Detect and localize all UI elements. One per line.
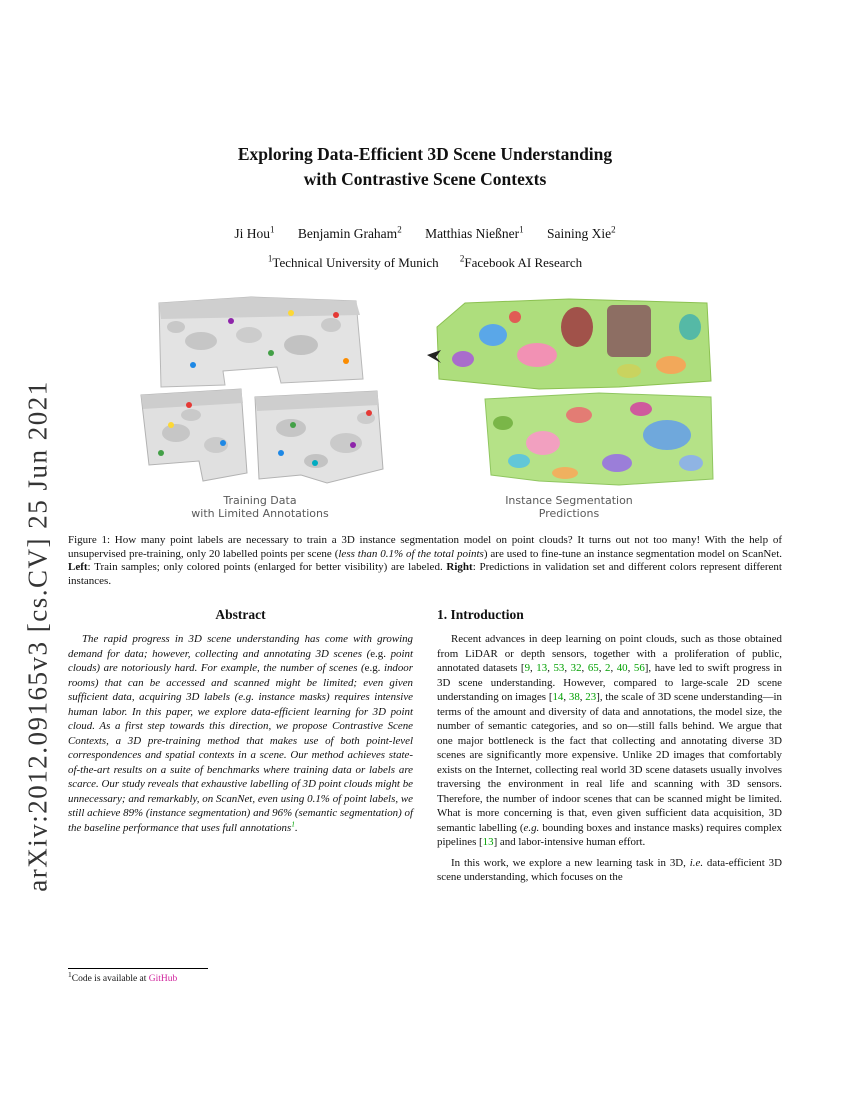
author (298, 226, 402, 241)
affiliation-name: Technical University of Munich (272, 254, 439, 270)
introduction-heading: 1. Introduction (437, 607, 524, 623)
affiliations-line (68, 254, 782, 271)
text-segment: , (563, 691, 569, 704)
figure1 (68, 293, 782, 521)
figure-right-label-line-2: Predictions (538, 507, 600, 521)
affiliation (268, 255, 439, 270)
citation-link[interactable]: 40 (616, 662, 628, 675)
author (547, 226, 616, 241)
footnote-marker[interactable]: 1 (291, 818, 295, 828)
text-segment: e.g. (523, 821, 540, 834)
author-affiliation-superscript: 1 (519, 224, 524, 234)
text-segment: , (598, 662, 605, 675)
author (425, 226, 524, 241)
text-segment: , (564, 662, 571, 675)
author-name: Benjamin Graham (297, 225, 398, 241)
affiliation-name: Facebook AI Research (464, 254, 583, 270)
citation-link[interactable]: 2 (604, 662, 611, 675)
text-segment: The rapid progress in 3D scene understanding has come with growing demand for data; however, collecting and annotating 3D scenes ( (68, 633, 413, 660)
footnote-number: 1 (68, 969, 72, 979)
introduction-paragraph-1 (437, 632, 782, 850)
figure1-left-column (131, 293, 389, 521)
text-segment: Right (446, 561, 473, 574)
author (234, 226, 274, 241)
text-segment: , (530, 662, 537, 675)
affiliation (460, 255, 582, 270)
text-segment: : Train samples; only colored points (enlarged for better visibility) are labeled. (87, 561, 447, 574)
abstract-heading: Abstract (215, 607, 266, 623)
citation-link[interactable]: 65 (587, 662, 599, 675)
text-segment: , (581, 662, 588, 675)
citation-link[interactable]: 56 (633, 662, 645, 675)
figure-right-label-line-1: Instance Segmentation (505, 493, 633, 507)
citation-link[interactable]: 9 (524, 662, 531, 675)
figure-left-label-line-2: with Limited Annotations (191, 507, 329, 521)
text-segment: e.g. (364, 662, 381, 675)
citation-link[interactable]: 13 (482, 836, 494, 849)
title-line-1: Exploring Data-Efficient 3D Scene Understanding (237, 144, 613, 164)
github-link[interactable]: GitHub (148, 974, 178, 984)
text-segment: ] and labor-intensive human effort. (493, 836, 646, 849)
text-segment: , (547, 662, 554, 675)
author-name: Matthias Nießner (425, 225, 520, 241)
paper-title (68, 142, 782, 192)
text-segment: Recent advances in deep learning on point clouds, such as those obtained from LiDAR or depth sensors, together with a proliferation of public, annotated datasets [ (437, 633, 782, 675)
footnote-text (68, 969, 413, 985)
authors-line (68, 224, 782, 242)
text-segment: ) are used to fine-tune an instance segmentation model on ScanNet. (483, 547, 782, 560)
citation-link[interactable]: 14 (552, 691, 564, 704)
author-affiliation-superscript: 2 (611, 224, 616, 234)
text-segment: Figure 1: How many point labels are necessary to train a 3D instance segmentation model on point clouds? It turns out not too many! With the help of unsupervised pre-training, only 20 labelled points per scene ( (68, 533, 782, 560)
text-segment: Code is available at (71, 974, 149, 984)
text-segment: Left (68, 561, 88, 574)
affiliation-superscript: 2 (459, 253, 465, 264)
citation-link[interactable]: 32 (570, 662, 582, 675)
figure-left-label (191, 494, 328, 521)
text-segment: bounding boxes and instance masks) requires complex pipelines [ (437, 821, 782, 849)
text-segment: , (579, 691, 586, 704)
figure-right-label (505, 494, 633, 521)
introduction-paragraph-2 (437, 856, 782, 885)
author-name: Ji Hou (234, 225, 270, 241)
text-segment: less than 0.1% of the total points (338, 547, 484, 560)
text-segment: : Predictions in validation set and different colors represent different instances. (68, 561, 782, 588)
author-affiliation-superscript: 1 (269, 224, 275, 234)
footnote (68, 968, 413, 985)
text-segment: In this work, we explore a new learning task in 3D, (451, 856, 690, 869)
text-segment: i.e. (689, 856, 704, 869)
citation-link[interactable]: 13 (536, 662, 548, 675)
text-segment: point clouds) are notoriously hard. For example, the number of scenes ( (68, 647, 413, 675)
abstract-paragraph (68, 632, 413, 835)
citation-link[interactable]: 23 (585, 691, 597, 704)
text-segment: , (627, 662, 634, 675)
author-affiliation-superscript: 2 (397, 224, 402, 234)
affiliation-superscript: 1 (267, 253, 273, 264)
title-line-2: with Contrastive Scene Contexts (303, 169, 547, 189)
training-data-figure-image (131, 293, 389, 489)
figure1-right-column (419, 293, 719, 521)
author-name: Saining Xie (547, 225, 612, 241)
left-column (68, 603, 413, 891)
text-segment: ], the scale of 3D scene understanding—in terms of the amount and diversity of data and annotations, the model size, the number of semantic categories, and so on—still falls behind. We argue that one major bottleneck is the fact that collecting and annotating diverse 3D scenes are significantly more expensive. Unlike 2D images that comfortably exists on the Internet, collecting real world 3D scene datasets usually involves traversing the environment in real life and scanning with 3D sensors. Therefore, the number of indoor scenes that can be scanned might be limited. What is more concerning is that, even given sufficient data acquisition, 3D semantic labelling ( (437, 691, 783, 834)
paper-content (68, 0, 782, 891)
citation-link[interactable]: 38 (568, 691, 580, 704)
citation-link[interactable]: 53 (553, 662, 565, 675)
text-segment: e.g. (370, 647, 386, 660)
right-column (437, 603, 782, 891)
figure1-caption (68, 534, 782, 589)
figure-left-label-line-1: Training Data (223, 493, 297, 507)
text-segment: indoor rooms) that can be accessed and scanned might be limited; even given sufficient data, acquiring 3D labels (e.g. instance masks) requires intensive human labor. In this paper, we explore data-efficient learning for 3D point cloud. As a first step towards this direction, we propose Contrastive Scene Contexts, a 3D pre-training method that makes use of both point-level correspondences and spatial contexts in a scene. Our method achieves state-of-the-art results on a suite of benchmarks where training data or labels are scarce. Our study reveals that exhaustive labelling of 3D point clouds might be unnecessary; and remarkably, on ScanNet, even using 0.1% of point labels, we still achieve 89% (instance segmentation) and 96% (semantic segmentation) of the baseline performance that uses full annotations (68, 662, 413, 834)
two-column-body (68, 603, 782, 891)
predictions-figure-image (419, 293, 719, 489)
text-segment: . (295, 821, 298, 834)
text-segment: ], have led to swift progress in 3D scene understanding. However, compared to large-scale 2D scene understanding on images [ (437, 662, 782, 704)
text-segment: data-efficient 3D scene understanding, which focuses on the (437, 856, 782, 884)
text-segment: , (610, 662, 617, 675)
footnote-rule (68, 968, 208, 969)
arxiv-stamp: arXiv:2012.09165v3 [cs.CV] 25 Jun 2021 (22, 380, 53, 892)
